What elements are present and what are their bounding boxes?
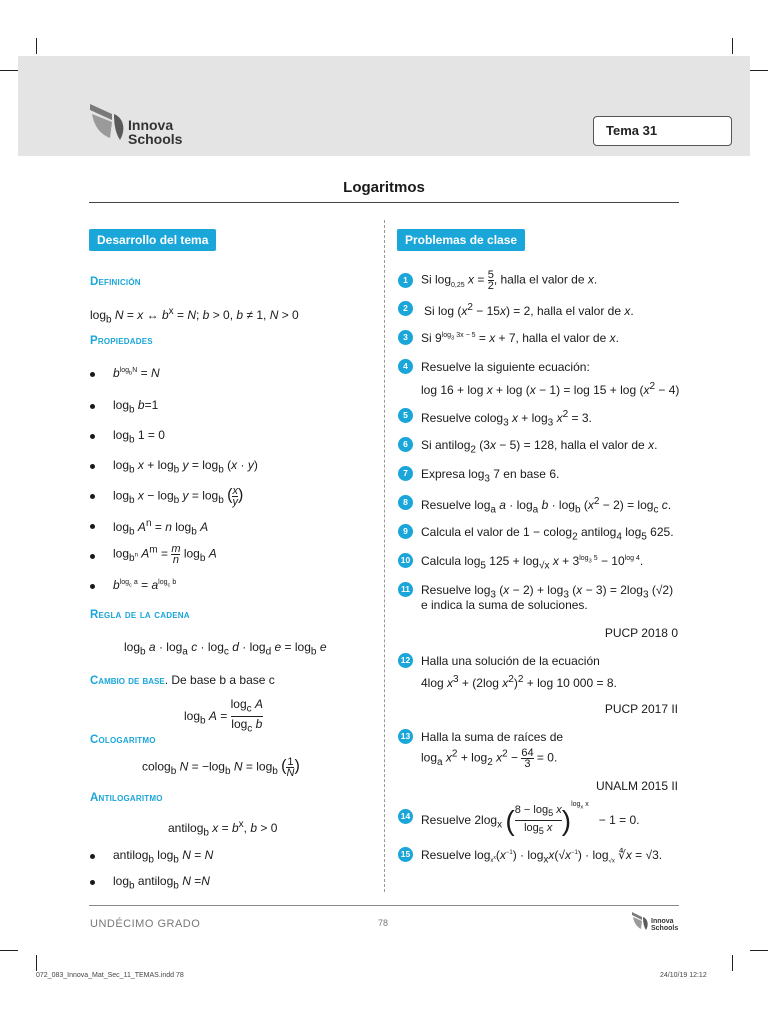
problem-text: Resuelve $\log_{x^x}(x^{-1}) \cdot \log_xx(√x^{-1}) \cdot \log_{√x}$ ∜x = √3.: [421, 848, 663, 866]
brand-line1: Innova: [128, 117, 174, 133]
bullet-dot: [90, 372, 95, 377]
page-title: Logaritmos: [343, 179, 425, 196]
problem-number: 14: [398, 809, 413, 824]
crop-mark: [750, 70, 768, 71]
problem-number: 8: [398, 495, 413, 510]
date-slug: 24/10/19 12:12: [660, 972, 707, 979]
crop-mark: [36, 955, 37, 971]
antilog-property: antilog$_b$ $\log_b N = N$: [113, 848, 214, 866]
bullet-dot: [90, 464, 95, 469]
property-item: $\log_b 1 = 0$: [113, 428, 165, 446]
footer-grade: UNDÉCIMO GRADO: [90, 918, 201, 930]
svg-text:Schools: Schools: [651, 925, 679, 932]
problem-number: 12: [398, 653, 413, 668]
property-item: $b^{log_c a} = a^{log_c b}$: [113, 578, 177, 592]
topic-badge: Tema 31: [593, 116, 732, 146]
problem-equation: $\log_a x^2 + \log_2 x^2 - 64$ 3 = 0.: [421, 747, 558, 770]
problem-text: Calcula el valor de 1 − colog$_2$ antilog$_4$ $\log_5 625$.: [421, 525, 674, 543]
problem-number: 6: [398, 437, 413, 452]
problem-equation: $\log 16 + \log x + \log (x - 1) = \log 15 + \log (x^2 - 4)$: [421, 381, 680, 397]
definition-formula: $\log_b N = x$ ↔ $b^x = N$; b > 0, b ≠ 1, N > 0: [90, 306, 299, 326]
problem-text: Resuelve la siguiente ecuación:: [421, 360, 590, 374]
problem-number: 4: [398, 359, 413, 374]
problem-number: 13: [398, 729, 413, 744]
problem-text: Resuelve colog$_3$ $x + \log_3 x^2 = 3$.: [421, 409, 592, 429]
crop-mark: [732, 38, 733, 54]
source-label: PUCP 2018 0: [604, 626, 678, 640]
problem-text: Resuelve $\log_3 (x - 2) + \log_3 (x - 3) = 2\log_3$ (√2): [421, 583, 674, 601]
bullet-dot: [90, 434, 95, 439]
brand-name: [128, 118, 182, 146]
problem-number: 2: [398, 301, 413, 316]
section-pill-problemas: Problemas de clase: [397, 229, 525, 251]
problem-text: Si antilog$_2$ (3x − 5) = 128, halla el valor de x.: [421, 438, 658, 456]
property-item: $\log_{b^n} A^m = \frac{m}{n}$ $\log_b A$: [113, 543, 217, 566]
antilog-property: $\log_b$ antilog$_b$ N =N: [113, 874, 210, 892]
file-slug: 072_083_Innova_Mat_Sec_11_TEMAS.indd 78: [36, 972, 184, 979]
problem-number: 5: [398, 408, 413, 423]
property-item: $\log_b A^n = n$ $\log_b A$: [113, 518, 209, 538]
crop-mark: [36, 38, 37, 54]
crop-mark: [750, 950, 768, 951]
heading-propiedades: Propiedades: [90, 335, 153, 347]
problem-text: Resuelve $\log_a a \cdot \log_a b \cdot \log_b (x^2 - 2) = \log_c c$.: [421, 496, 672, 516]
property-item: $b^{log_bN} = N$: [113, 366, 160, 380]
bullet-dot: [90, 404, 95, 409]
problem-text: Halla la suma de raíces de: [421, 730, 564, 744]
problem-equation: 4log $x^3 + (2\log$ $x^2)^2 + \log 10$ 000 = 8.: [421, 674, 617, 690]
bullet-dot: [90, 554, 95, 559]
change-of-base-text: . De base b a base c: [164, 673, 275, 687]
source-label: PUCP 2017 II: [604, 702, 678, 716]
problem-text: Expresa $\log_3 7$ en base 6.: [421, 467, 560, 485]
bullet-dot: [90, 524, 95, 529]
problem-number: 1: [398, 273, 413, 288]
bullet-dot: [90, 584, 95, 589]
problem-text: Si $\log (x^2 - 15x) = 2$, halla el valor de x.: [424, 302, 634, 318]
problem-text: Halla una solución de la ecuación: [421, 654, 600, 668]
footer-divider: [89, 905, 679, 906]
problem-text: Si $9^{log_3 3x - 5} = x + 7$, halla el valor de x.: [421, 331, 619, 345]
bullet-dot: [90, 880, 95, 885]
section-pill-desarrollo: Desarrollo del tema: [89, 229, 216, 251]
problem-number: 10: [398, 553, 413, 568]
heading-regla-cadena: Regla de la cadena: [90, 609, 190, 621]
source-label: UNALM 2015 II: [595, 779, 678, 793]
title-divider: [89, 202, 679, 203]
problem-number: 3: [398, 330, 413, 345]
antilogarithm-formula: antilog$_b$ $x = b^x$, b > 0: [168, 819, 278, 839]
chain-rule-formula: $\log_b a \cdot \log_a c \cdot \log_c d \cdot \log_d e = \log_b e$: [124, 640, 327, 658]
problem-number: 7: [398, 466, 413, 481]
problem-number: 11: [398, 582, 413, 597]
problem-text: Si $\log_{0,25} x = 5$ 2 , halla el valor de x.: [421, 269, 598, 292]
change-of-base-formula: $\log_b A = \log_c A$ $\log_c b$: [184, 697, 263, 735]
heading-cambio-base: Cambio de base: [90, 675, 165, 687]
brand-line2: Schools: [128, 131, 183, 147]
problem-number: 15: [398, 847, 413, 862]
heading-antilogaritmo: Antilogaritmo: [90, 792, 163, 804]
problem-text: Resuelve $2\log_x$ ($8 - \log_5 x$ $\log_5 x$ )$^{log_x x}$ − 1 = 0.: [421, 801, 640, 837]
crop-mark: [0, 950, 18, 951]
crop-mark: [732, 955, 733, 971]
bullet-dot: [90, 854, 95, 859]
footer-logo-icon: [632, 910, 682, 936]
svg-text:Innova: Innova: [651, 918, 674, 925]
property-item: $\log_b b=1$: [113, 398, 159, 416]
crop-mark: [0, 70, 18, 71]
property-item: $\log_b x + \log_b y = \log_b (x \cdot y)$: [113, 458, 258, 476]
heading-definicion: Definición: [90, 276, 141, 288]
bullet-dot: [90, 494, 95, 499]
heading-cologaritmo: Cologaritmo: [90, 734, 156, 746]
cologarithm-formula: colog$_b$ $N = -\log_b$ $N = \log_b (1$ N ): [142, 756, 300, 779]
problem-number: 9: [398, 524, 413, 539]
column-divider: [384, 220, 385, 892]
property-item: $\log_b x - \log_b y = \log_b (\frac{x}{y}$ ): [113, 485, 244, 508]
change-of-base-line: [90, 673, 275, 687]
problem-text-cont: e indica la suma de soluciones.: [421, 598, 588, 612]
problem-text: Calcula $\log_5 125 + \log_{√x} x + 3^{log_3 5} - 10^{log 4}$.: [421, 554, 644, 572]
page-number: 78: [378, 918, 389, 928]
